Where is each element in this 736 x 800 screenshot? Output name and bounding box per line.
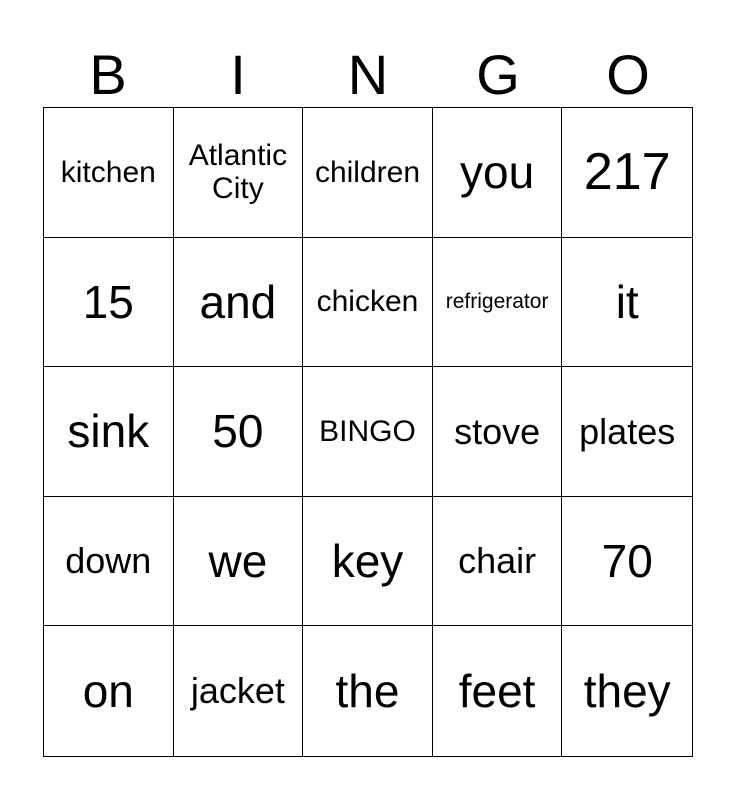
- bingo-cell[interactable]: they: [583, 664, 671, 717]
- bingo-cell[interactable]: 15: [44, 238, 174, 368]
- bingo-cell[interactable]: jacket: [174, 626, 304, 756]
- bingo-cell[interactable]: you: [433, 108, 563, 238]
- bingo-cell[interactable]: we: [174, 497, 304, 627]
- bingo-cell[interactable]: children: [303, 108, 433, 238]
- bingo-cell[interactable]: sink: [44, 367, 174, 497]
- bingo-cell[interactable]: plates: [562, 367, 692, 497]
- bingo-cell[interactable]: refrigerator: [433, 238, 563, 368]
- bingo-cell[interactable]: feet: [433, 626, 563, 756]
- bingo-cell[interactable]: 217: [562, 108, 692, 238]
- bingo-cell[interactable]: stove: [433, 367, 563, 497]
- bingo-cell[interactable]: the: [303, 626, 433, 756]
- bingo-cell[interactable]: on: [44, 626, 174, 756]
- bingo-board: [43, 107, 693, 757]
- free-space-cell[interactable]: BINGO: [303, 367, 433, 497]
- header-letter-o: O: [606, 43, 650, 106]
- header-letter-b: B: [89, 43, 127, 106]
- bingo-cell[interactable]: kitchen: [44, 108, 174, 238]
- bingo-cell[interactable]: chair: [433, 497, 563, 627]
- bingo-cell[interactable]: 50: [174, 367, 304, 497]
- bingo-cell[interactable]: chicken: [303, 238, 433, 368]
- bingo-header: [43, 42, 693, 108]
- bingo-cell[interactable]: 70: [562, 497, 692, 627]
- bingo-cell[interactable]: key: [303, 497, 433, 627]
- bingo-cell[interactable]: Atlantic City: [174, 108, 304, 238]
- bingo-cell[interactable]: it: [562, 238, 692, 368]
- bingo-cell[interactable]: and: [174, 238, 304, 368]
- header-letter-g: G: [476, 43, 520, 106]
- header-letter-i: I: [230, 43, 246, 106]
- bingo-cell[interactable]: down: [44, 497, 174, 627]
- header-letter-n: N: [347, 43, 389, 106]
